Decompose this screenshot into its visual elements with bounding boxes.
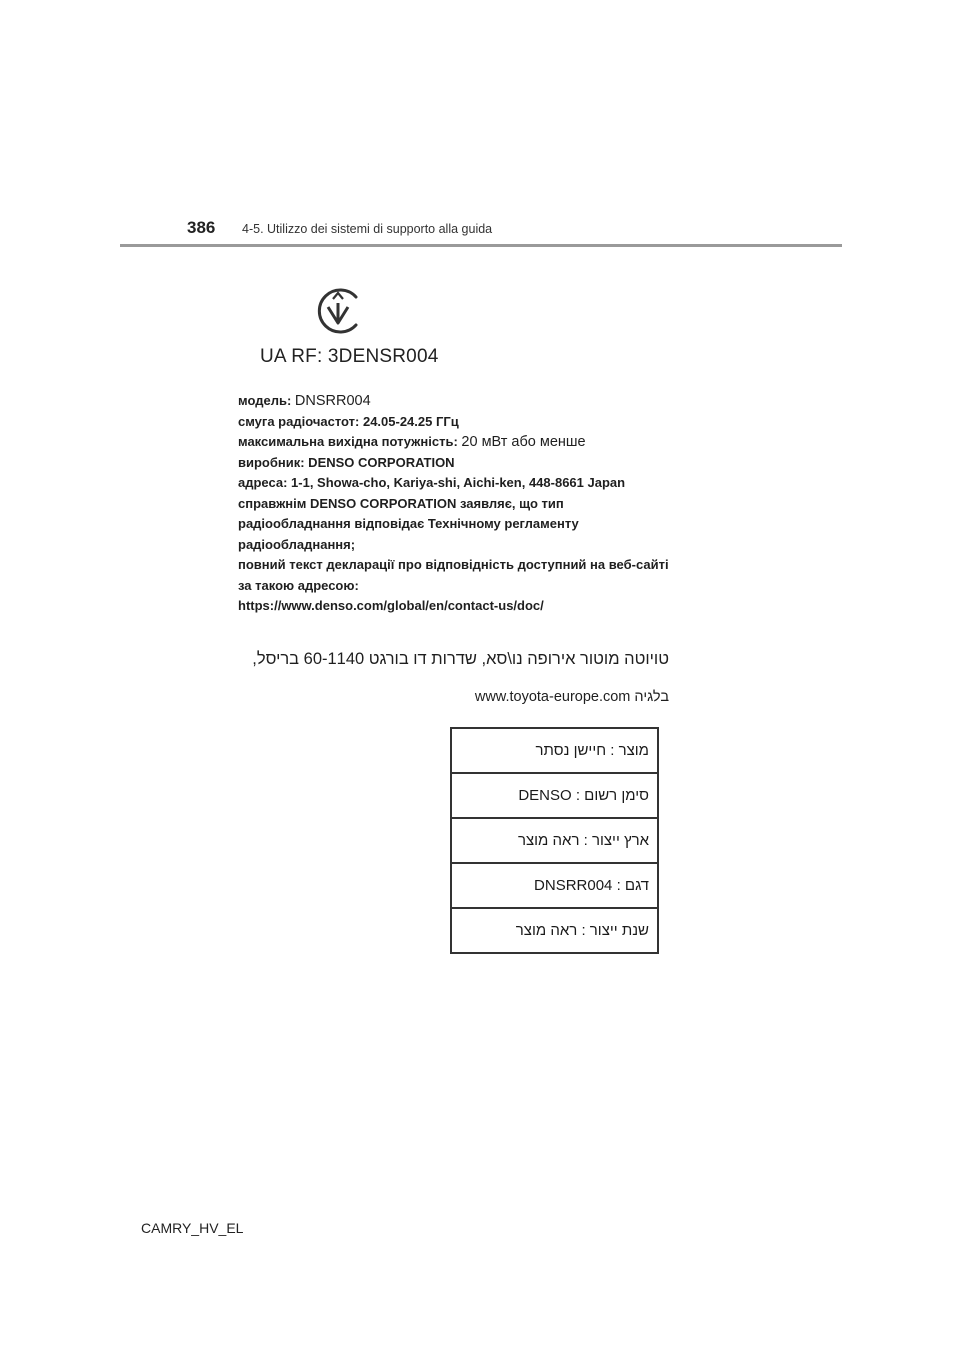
statement-line-4: повний текст декларації про відповідність доступний на веб-сайті: [238, 557, 669, 572]
power-label: максимальна вихідна потужність:: [238, 434, 458, 449]
hebrew-address-line: טויוטה מוטור אירופה נו\סא, שדרות דו בורגט 60-1140 בריסל,: [252, 650, 669, 668]
statement-line-3: радіообладнання;: [238, 536, 356, 552]
hebrew-website-line: בלגיה www.toyota-europe.com: [474, 689, 669, 705]
table-row: [451, 818, 658, 863]
band-label: смуга радіочастот:: [238, 413, 360, 429]
statement-line-1: справжнім DENSO CORPORATION заявляє, що тип: [238, 495, 564, 511]
address-line: адреса: 1-1, Showa-cho, Kariya-shi, Aichi-ken, 448-8661 Japan: [238, 475, 626, 490]
table-row: [451, 863, 658, 908]
statement-line-5: за такою адресою:: [238, 577, 359, 593]
power-value: 20 мВт або менше: [461, 434, 586, 450]
model-label: модель:: [238, 393, 292, 408]
header-divider: [120, 244, 842, 247]
table-cell: ארץ ייצור : ראה מוצר: [451, 818, 658, 863]
model-line: [238, 392, 738, 413]
statement-line-2: радіообладнання відповідає Технічному регламенту: [238, 516, 579, 531]
band-value: 24.05-24.25 ГГц: [362, 413, 459, 429]
manufacturer-line: виробник: DENSO CORPORATION: [238, 454, 455, 470]
table-cell: שנת ייצור : ראה מוצר: [451, 908, 658, 953]
ua-rf-code: UA RF: 3DENSR004: [260, 346, 439, 367]
page-number: 386: [187, 218, 216, 237]
model-value: DNSRR004: [294, 393, 371, 409]
section-title: 4-5. Utilizzo dei sistemi di supporto alla guida: [242, 222, 493, 236]
table-row: [451, 773, 658, 818]
table-row: [451, 728, 658, 773]
table-row: [451, 908, 658, 953]
hebrew-spec-table: [450, 727, 659, 954]
power-line: [238, 433, 738, 454]
declaration-url: https://www.denso.com/global/en/contact-us/doc/: [238, 598, 544, 613]
table-cell: סימן רשום : DENSO: [451, 773, 658, 818]
table-cell: מוצר : חיישן נסתר: [451, 728, 658, 773]
footer-model-code: CAMRY_HV_EL: [141, 1220, 244, 1236]
ua-declaration: [238, 392, 738, 618]
ukraine-conformity-mark-icon: [312, 285, 364, 337]
band-line: [238, 413, 738, 434]
table-cell: דגם : DNSRR004: [451, 863, 658, 908]
